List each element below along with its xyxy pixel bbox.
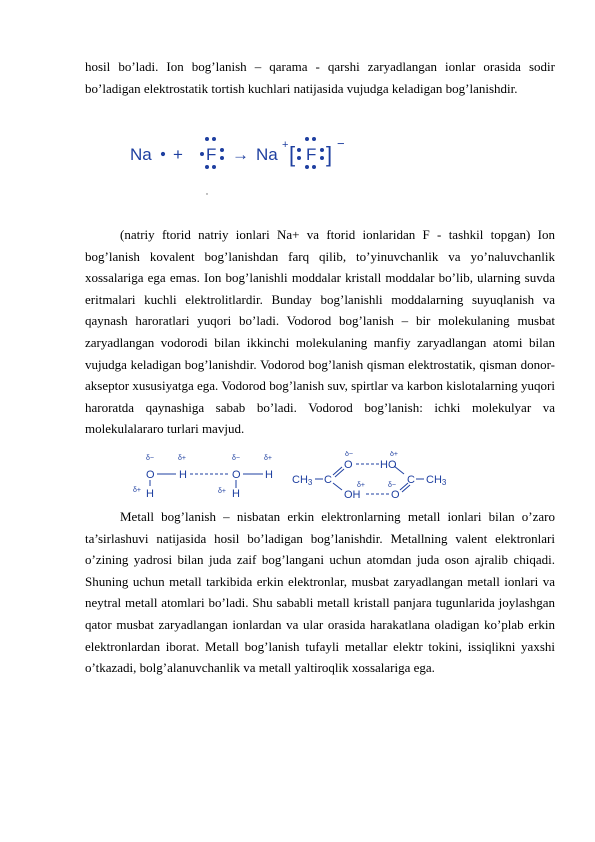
carboxyl-carbon-right: C <box>407 474 415 486</box>
fluoride-symbol: F <box>306 145 317 164</box>
bracket-close: ] <box>326 142 333 167</box>
partial-positive-label: δ+ <box>218 488 226 495</box>
sodium-symbol: Na <box>130 145 152 164</box>
hydroxyl-group: OH <box>344 489 361 501</box>
double-bond <box>335 469 344 477</box>
partial-negative-label: δ− <box>232 455 240 462</box>
partial-negative-label: δ− <box>388 482 396 489</box>
carboxyl-carbon-left: C <box>324 474 332 486</box>
partial-positive-label: δ+ <box>390 451 398 458</box>
reaction-arrow: → <box>232 145 249 164</box>
paragraph-ionic-and-hydrogen-bond: (natriy ftorid natriy ionlari Na+ va ftorid ionlaridan F - tashkil topgan) Ion bog’lanish kovalent bog’lanishdan farq qilib, to’yinuvchanlik va yo’naluvchanlik xossalariga ega emas. Ion bog’lanishli moddalar kristall moddalar bo’lib, ularning suvda eritmalari kuchli elektrolitlardir. Bunday bog’lanishli moddalarning suyuqlanish va qaynash haroratlari yuqori bo’ladi. Vodorod bog’lanish – bir molekulaning musbat zaryadlangan vodorodi bilan ikkinchi molekulaning manfiy zaryadlangan atomi bilan vujudga keladigan bog’lanishdir. Vodorod bog’lanish qisman elektrostatik, qisman donor-akseptor xususiyatga ega. Vodorod bog’lanish suv, spirtlar va karbon kislotalarning yuqori haroratda qaynashiga sabab bo’ladi. Vodorod bog’lanish: ichki molekulyar va molekulalararo turlari mavjud. <box>85 227 555 437</box>
fluorine-electron <box>220 148 224 152</box>
stray-mark <box>206 193 207 194</box>
hydrogen-atom: H <box>265 469 273 481</box>
plus-sign: + <box>173 145 183 164</box>
partial-positive-label: δ+ <box>357 482 365 489</box>
hydrogen-bond-diagram <box>128 451 468 501</box>
ionic-bond-equation-figure <box>130 128 360 196</box>
methyl-group-right: CH3 <box>426 474 447 487</box>
hydroxyl-group: HO <box>380 459 397 471</box>
fluoride-electron <box>297 148 301 152</box>
oxygen-atom: O <box>146 469 155 481</box>
partial-positive-label: δ+ <box>264 455 272 462</box>
sodium-ion-charge: + <box>282 139 289 151</box>
oxygen-atom: O <box>232 469 241 481</box>
bracket-open: [ <box>289 142 296 167</box>
paragraph-ionic-bond-definition: hosil bo’ladi. Ion bog’lanish – qarama - qarshi zaryadlangan ionlar orasida sodir bo’ladigan elektrostatik tortish kuchlari natijasida vujudga keladigan bog’lanishdir. <box>85 59 555 96</box>
double-bond <box>333 467 342 475</box>
partial-negative-label: δ− <box>345 451 353 458</box>
carbonyl-oxygen-bottom: O <box>391 489 400 501</box>
partial-negative-label: δ− <box>146 455 154 462</box>
sodium-valence-electron <box>161 152 165 156</box>
sodium-ion-symbol: Na <box>256 145 278 164</box>
hydrogen-atom: H <box>232 488 240 500</box>
fluoride-electron <box>297 156 301 160</box>
fluorine-electron <box>212 165 216 169</box>
carbonyl-oxygen-top: O <box>344 459 353 471</box>
fluorine-electron <box>212 137 216 141</box>
hydrogen-atom: H <box>179 469 187 481</box>
fluorine-electron <box>205 137 209 141</box>
fluorine-electron <box>205 165 209 169</box>
partial-positive-label: δ+ <box>178 455 186 462</box>
fluoride-electron <box>312 137 316 141</box>
paragraph-metallic-bond: Metall bog’lanish – nisbatan erkin elektronlarning metall ionlari bilan o’zaro ta’sirlashuvi natijasida hosil bo’ladigan bog’lanishdir. Metallning valent elektronlari o’zining yadrosi bilan juda zaif bog’langani uchun atomdan juda oson ajralib chiqadi. Shuning uchun metall tarkibida erkin elektronlar, musbat zaryadlangan metall ionlari va neytral metall atomlari bo’ladi. Shu sababli metall kristall panjara tugunlarida joylashgan qator musbat zaryadlangan ionlardan va ular orasida harakatlana oladigan ko’plab erkin elektronlardan iborat. Metall bog’lanish tufayli metallar elektr tokini, issiqlikni yaxshi o’tkazadi, bolg’alanuvchanlik va metall yaltiroqlik xossalariga ega. <box>85 509 555 676</box>
fluorine-electron <box>220 156 224 160</box>
double-bond <box>402 485 410 492</box>
covalent-bond <box>333 483 342 490</box>
fluoride-electron <box>312 165 316 169</box>
hydrogen-atom: H <box>146 488 154 500</box>
partial-positive-label: δ+ <box>133 487 141 494</box>
fluoride-electron <box>305 137 309 141</box>
fluorine-electron <box>200 152 204 156</box>
fluorine-symbol: F <box>206 145 217 164</box>
fluoride-ion-charge: − <box>337 136 345 151</box>
fluoride-electron <box>320 156 324 160</box>
fluoride-electron <box>320 148 324 152</box>
fluoride-electron <box>305 165 309 169</box>
methyl-group-left: CH3 <box>292 474 313 487</box>
